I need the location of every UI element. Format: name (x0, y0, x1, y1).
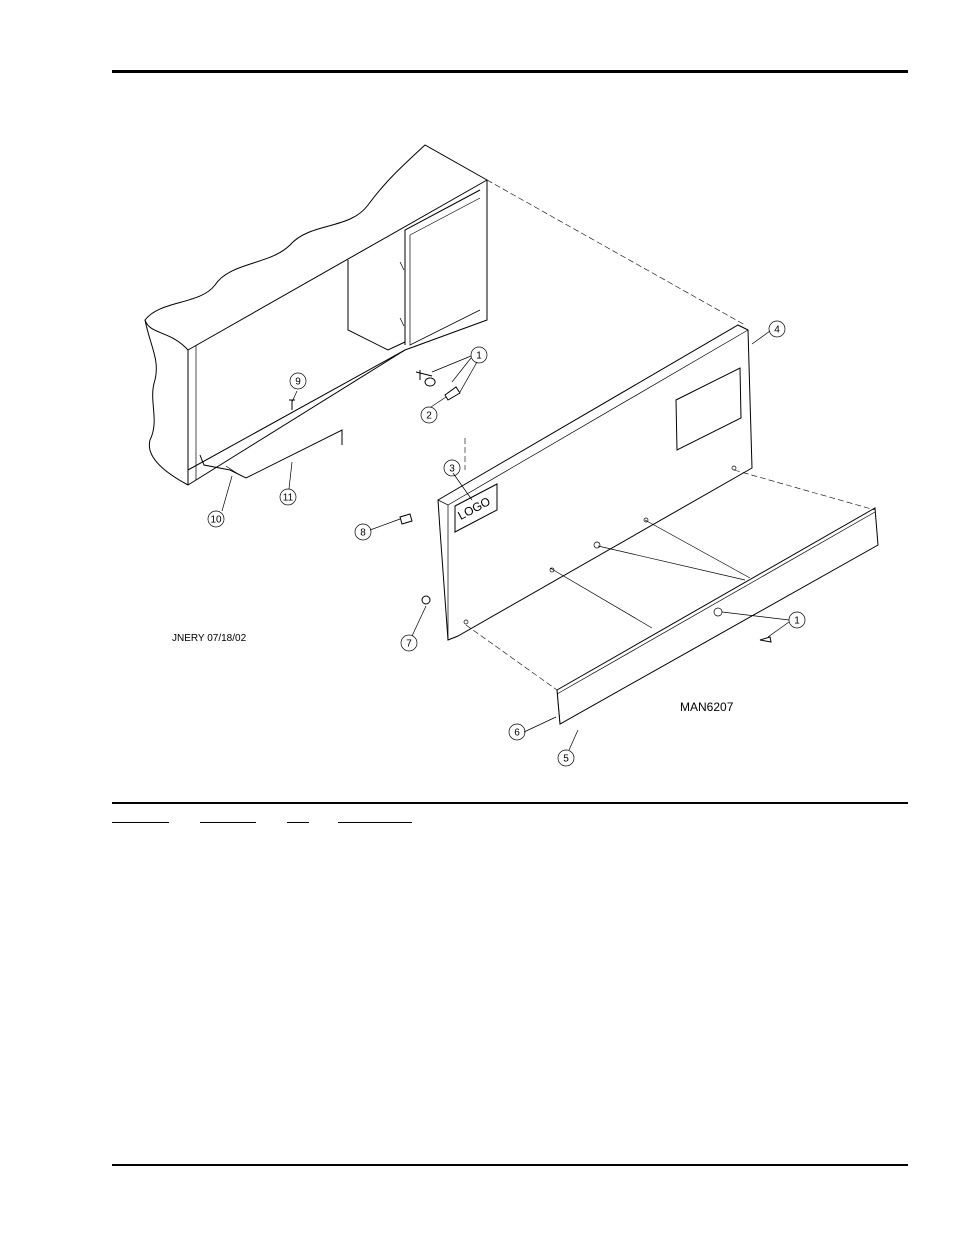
callout-number: 10 (210, 514, 222, 526)
callout-2 (421, 407, 437, 423)
callout-7 (401, 635, 417, 651)
drawing-number: MAN6207 (680, 700, 734, 714)
callout-number: 7 (406, 638, 412, 650)
hardware (289, 370, 771, 642)
callout-number: 5 (563, 753, 569, 765)
leader-lines (222, 331, 789, 750)
cabinet-body (145, 145, 487, 485)
callout-number: 9 (295, 376, 301, 388)
kick-plate (557, 508, 878, 724)
callout-number: 2 (426, 410, 432, 422)
callout-number: 3 (449, 463, 455, 475)
callout-1-secondary (789, 612, 805, 628)
callout-10 (208, 511, 224, 527)
callout-11 (280, 489, 296, 505)
logo-plate-text: LOGO (455, 494, 493, 523)
parts-list-column-underlines (112, 822, 412, 826)
callout-9 (290, 373, 306, 389)
alignment-lines (465, 180, 875, 690)
callout-number: 11 (282, 492, 294, 504)
callout-5 (558, 750, 574, 766)
drafter-stamp: JNERY 07/18/02 (172, 633, 247, 644)
front-panel (438, 325, 752, 640)
callout-number: 1 (794, 615, 800, 627)
callout-4 (769, 321, 785, 337)
table-top-rule (112, 802, 908, 804)
callout-1 (471, 347, 487, 363)
callout-number: 8 (360, 527, 366, 539)
callout-number: 4 (774, 324, 780, 336)
callout-8 (355, 524, 371, 540)
callout-3 (444, 460, 460, 476)
callout-6 (509, 724, 525, 740)
footer-rule (112, 1164, 908, 1166)
callout-number: 6 (514, 727, 520, 739)
callout-number: 1 (476, 350, 482, 362)
